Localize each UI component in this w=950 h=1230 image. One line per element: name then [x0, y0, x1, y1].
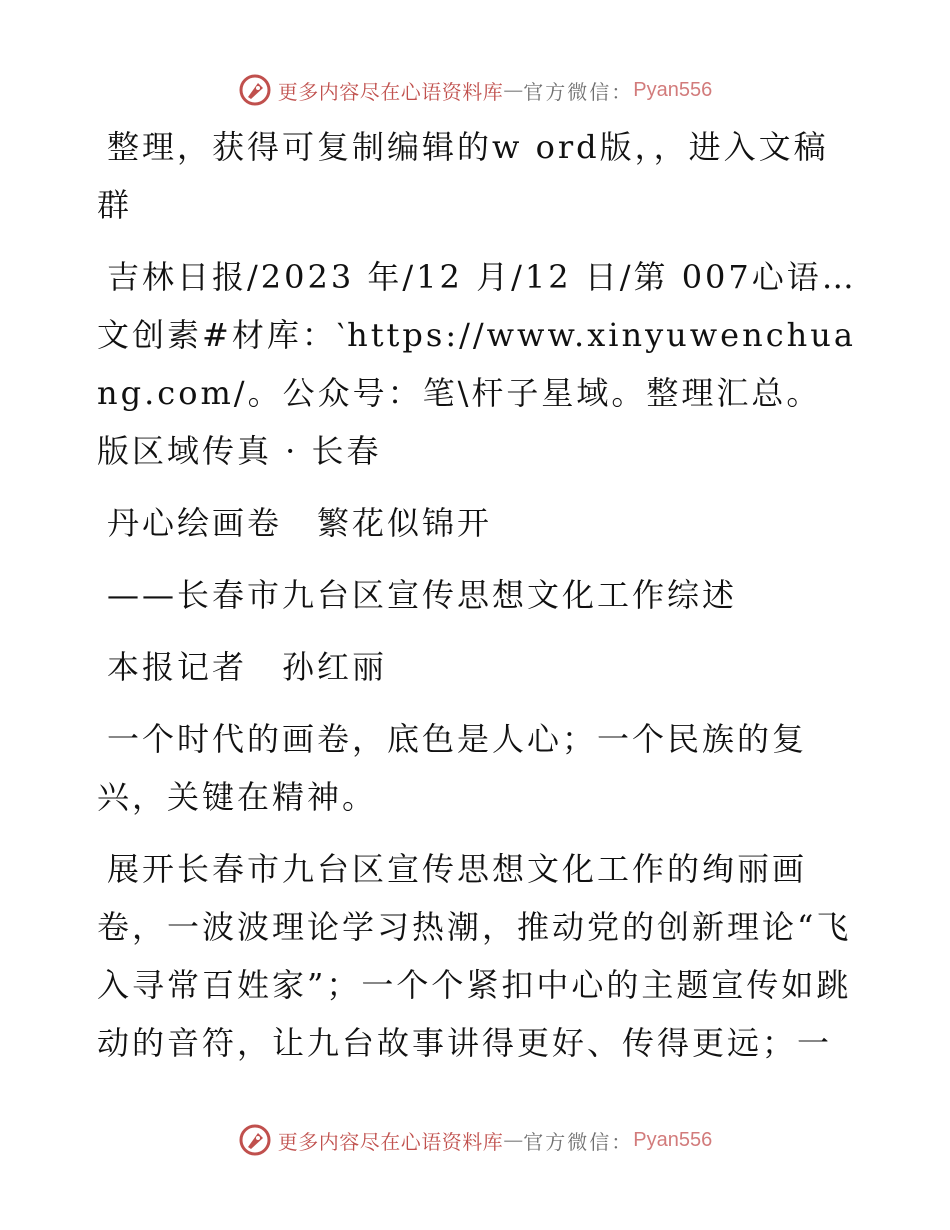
- pen-nib-circle-icon: [238, 73, 272, 107]
- wechat-id: Pyan556: [633, 1128, 713, 1151]
- paragraph-lead: 一个时代的画卷，底色是人心；一个民族的复兴，关键在精神。: [97, 720, 808, 816]
- pen-nib-circle-icon: [238, 1123, 272, 1157]
- paragraph-body: 展开长春市九台区宣传思想文化工作的绚丽画卷，一波波理论学习热潮，推动党的创新理论“飞入寻常百姓家”；一个个紧扣中心的主题宣传如跳动的音符，让九台故事讲得更好、传得更远；一: [97, 850, 852, 1062]
- header-watermark-banner: [0, 70, 950, 110]
- article-byline: 本报记者 孙红丽: [107, 648, 388, 686]
- document-body: [97, 118, 857, 1086]
- promo-text: 更多内容尽在心语资料库: [277, 79, 504, 104]
- article-subtitle: ——长春市九台区宣传思想文化工作综述: [107, 576, 738, 614]
- promo-text: 更多内容尽在心语资料库: [277, 1129, 504, 1154]
- wechat-label: 官方微信：: [523, 1129, 634, 1154]
- banner-dash: —: [503, 78, 524, 102]
- paragraph-source: 吉林日报/2023 年/12 月/12 日/第 007心语…文创素#材库：‵https://www.xinyuwenchuang.com/。公众号：笔\杆子星域。整理汇总。 版区域传真 · 长春: [97, 258, 857, 470]
- paragraph-intro: 整理，获得可复制编辑的w ord版，，进入文稿群: [97, 128, 829, 224]
- banner-dash: —: [503, 1128, 524, 1152]
- wechat-label: 官方微信：: [523, 79, 634, 104]
- wechat-id: Pyan556: [633, 78, 713, 101]
- article-title: 丹心绘画卷 繁花似锦开: [107, 504, 493, 542]
- footer-watermark-banner: [0, 1120, 950, 1160]
